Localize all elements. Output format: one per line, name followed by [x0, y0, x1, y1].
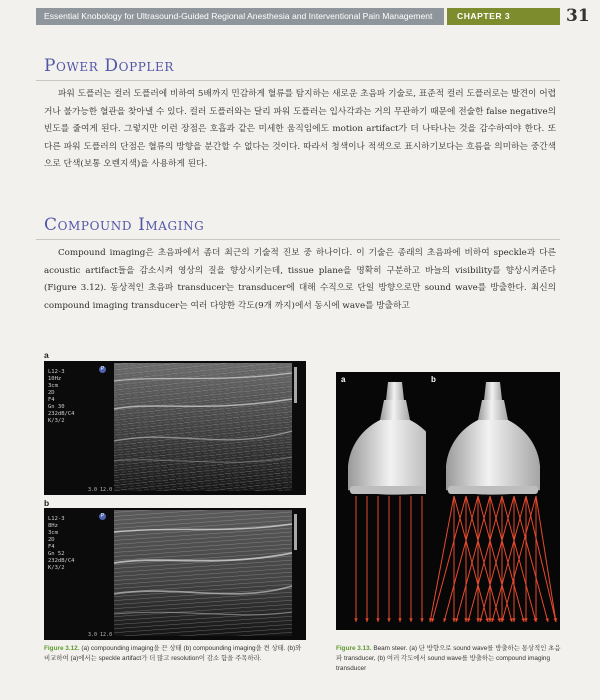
section-heading-compound-imaging: Compound Imaging [44, 215, 205, 235]
single-direction-beams [354, 496, 434, 622]
probe-orientation-marker: P [100, 366, 105, 372]
ultrasound-footer-a: 3.0 12.0 [88, 487, 113, 493]
beam-arrowhead [376, 618, 379, 622]
power-doppler-paragraph [44, 86, 556, 174]
beam-arrowhead [476, 618, 479, 622]
figure-3-12-panel-b-label: b [44, 498, 50, 508]
beam-arrowhead [420, 618, 423, 622]
caption-text: (a) compounding imaging을 끈 상태 (b) compounding imaging을 켠 상태. (b)와 비교하여 (a)에서는 speckle artifact가 더 많고 resolution이 감소 함을 주목하라. [44, 645, 302, 662]
multi-angle-beams [429, 496, 557, 622]
beam-arrowhead [524, 618, 527, 622]
beam-arrowhead [488, 618, 491, 622]
figure-3-13-panel-a-label: a [341, 375, 346, 384]
ultrasound-image-b [44, 508, 306, 640]
sound-wave-beam [536, 496, 556, 622]
beam-arrowhead [512, 618, 515, 622]
beam-arrowhead [398, 618, 401, 622]
ultrasound-settings-b: L12-3 8Hz 3cm 2D F4 Gn 52 232dB/C4 K/3/2 [48, 516, 75, 571]
ultrasound-texture-a [44, 361, 306, 495]
beam-arrowhead [387, 618, 390, 622]
paragraph-text: Compound imaging은 초음파에서 좀더 최근의 기술적 진보 중 하나이다. 이 기술은 종래의 초음파에 비하여 speckle과 다른 acoustic artifact들을 감소시켜 영상의 질을 향상시키는데, tissue plane을 명확히 구분하고 바늘의 visibility를 향상시켜준다(Figure 3.12). 동상적인 초음파 transducer는 transducer에 대해 수직으로 단일 방향으로만 sound wave를 방출한다. 최신의 compound imaging transducer는 여러 다양한 각도(9개 까지)에서 동시에 wave를 방출하고 [44, 248, 556, 311]
ultrasound-image-a [44, 361, 306, 495]
compound-imaging-paragraph [44, 245, 556, 315]
caption-label: Figure 3.13. [336, 645, 372, 652]
chapter-tab: CHAPTER 3 [447, 8, 560, 25]
running-header: Essential Knobology for Ultrasound-Guided Regional Anesthesia and Interventional Pain Management [36, 8, 444, 25]
paragraph-text: 파워 도플러는 컬러 도플러에 비하여 5배까지 민감하게 혈류를 탐지하는 새로운 초음파 기술로, 표준적 컬러 도플러로는 발견이 어렵거나 불가능한 혈관을 찾아낼 수 있다. 컬러 도플러와는 달리 파워 도플러는 입사각과는 거의 무관하기 때문에 전술한 false negative의 빈도를 줄여게 된다. 그렇지만 이런 장점은 호흡과 같은 미세한 움직임에도 motion artifact가 더 나타나는 것을 감수하여야 한다. 또 다른 파워 도플러의 단점은 혈류의 방향을 분간할 수 없다는 것이다. 따라서 청색이나 적색으로 표시하기보다는 흐름을 의미하는 중간색으로 단색(보통 오렌지색)을 사용하게 된다. [44, 89, 556, 170]
heading-divider [36, 80, 560, 81]
transducer-multi-angle-beam-illustration [426, 372, 560, 630]
section-heading-power-doppler: Power Doppler [44, 56, 174, 76]
sound-wave-beam [430, 496, 454, 622]
page-number: 31 [566, 6, 590, 26]
figure-3-12-caption [44, 644, 306, 664]
beam-arrowhead [452, 618, 455, 622]
probe-orientation-marker: P [100, 513, 105, 519]
beam-arrowhead [354, 618, 357, 622]
caption-text: Beam steer. (a) 단 방향으로 sound wave를 방출하는 통상적인 초음파 transducer, (b) 여러 각도에서 sound wave를 방출하는 compound imaging transducer [336, 645, 561, 672]
beam-arrowhead [464, 618, 467, 622]
figure-3-13-caption [336, 644, 562, 674]
ultrasound-footer-b: 3.0 12.0 [88, 632, 113, 638]
beam-arrowhead [365, 618, 368, 622]
figure-3-12-panel-a-label: a [44, 350, 49, 360]
ultrasound-texture-b [44, 508, 306, 640]
figure-3-13-panel-b-label: b [431, 375, 436, 384]
figure-3-13-panel-b [426, 372, 560, 630]
heading-divider [36, 239, 560, 240]
ultrasound-settings-a: L12-3 10Hz 3cm 2D F4 Gn 30 232dB/C4 K/3/2 [48, 369, 75, 424]
beam-arrowhead [409, 618, 412, 622]
caption-label: Figure 3.12. [44, 645, 80, 652]
